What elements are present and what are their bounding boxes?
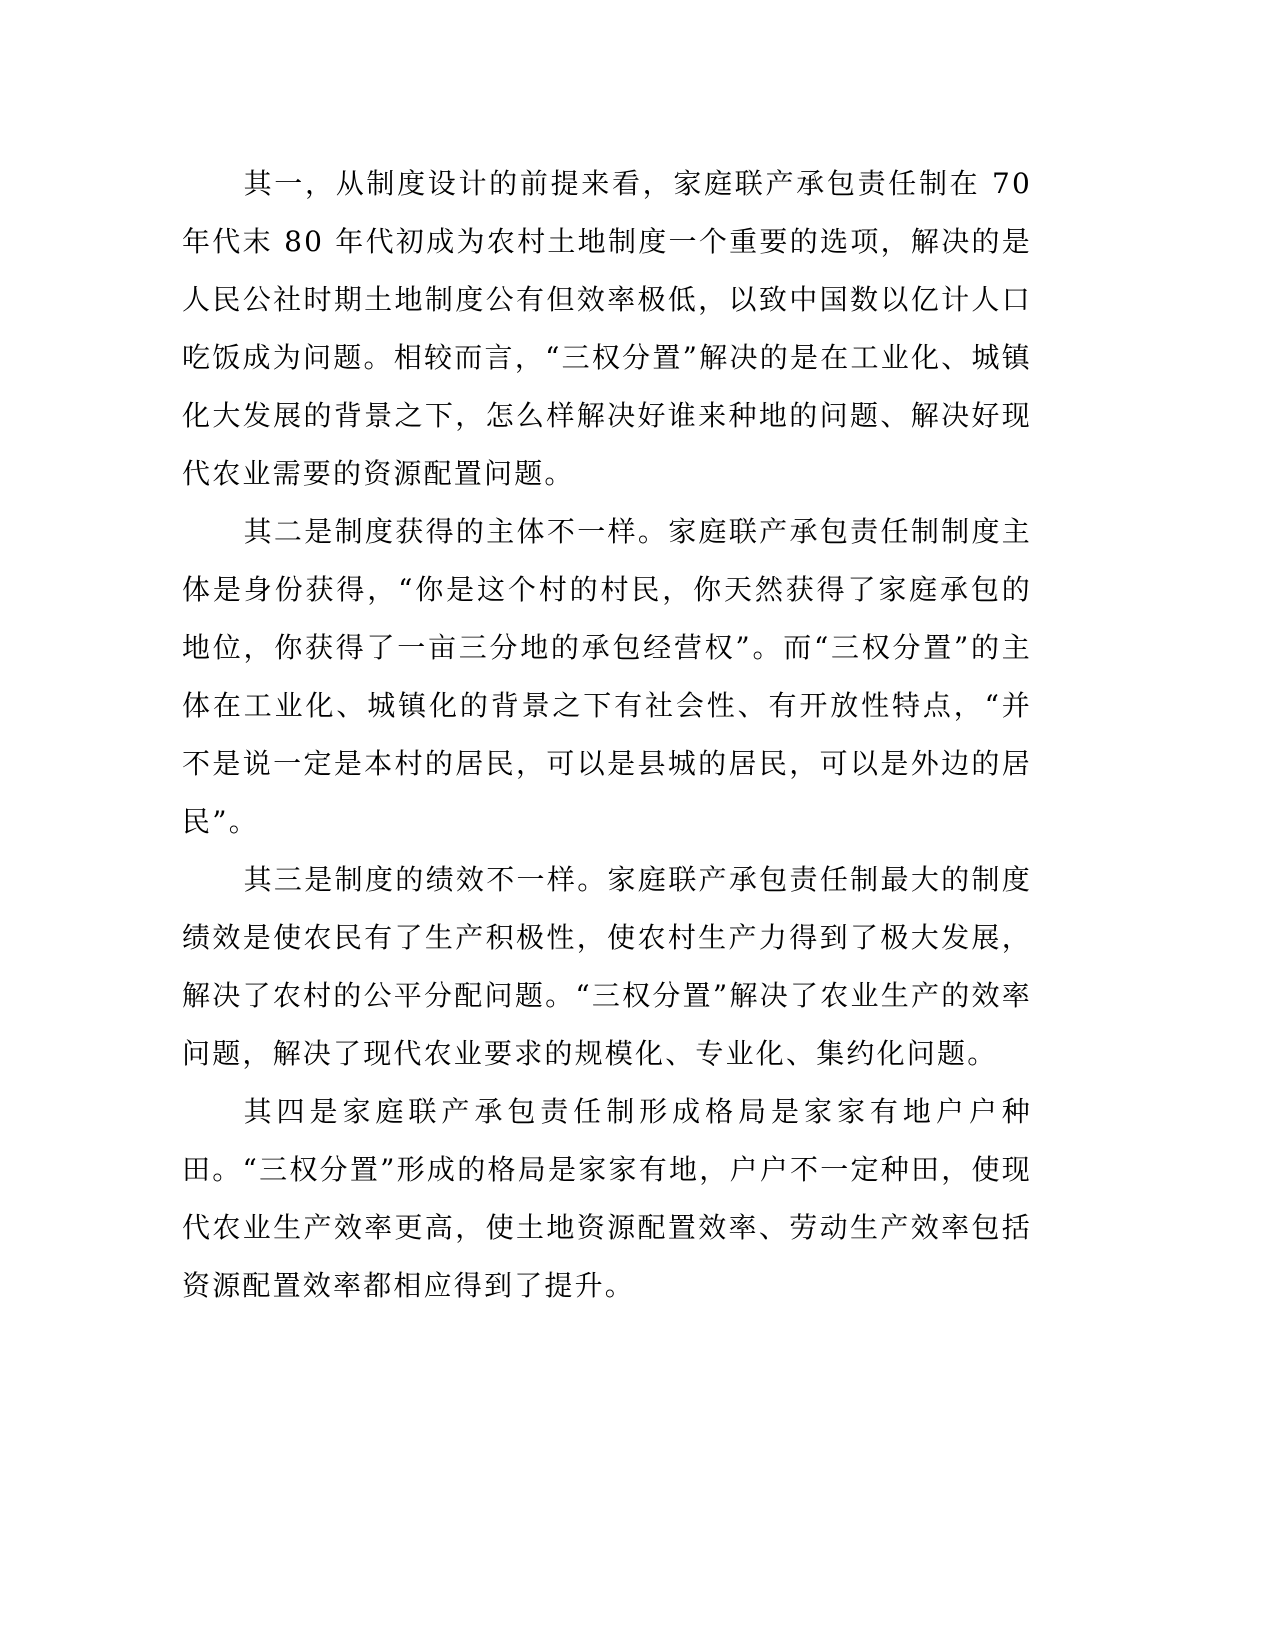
document-body — [182, 155, 1032, 1315]
paragraph-2: 其二是制度获得的主体不一样。家庭联产承包责任制制度主体是身份获得，“你是这个村的村民，你天然获得了家庭承包的地位，你获得了一亩三分地的承包经营权”。而“三权分置”的主体在工业化、城镇化的背景之下有社会性、有开放性特点，“并不是说一定是本村的居民，可以是县城的居民，可以是外边的居民”。 — [182, 515, 1032, 838]
paragraph-4: 其四是家庭联产承包责任制形成格局是家家有地户户种田。“三权分置”形成的格局是家家有地，户户不一定种田，使现代农业生产效率更高，使土地资源配置效率、劳动生产效率包括资源配置效率都相应得到了提升。 — [182, 1095, 1032, 1302]
paragraph-3: 其三是制度的绩效不一样。家庭联产承包责任制最大的制度绩效是使农民有了生产积极性，使农村生产力得到了极大发展，解决了农村的公平分配问题。“三权分置”解决了农业生产的效率问题，解决了现代农业要求的规模化、专业化、集约化问题。 — [182, 863, 1032, 1070]
paragraph-1: 其一，从制度设计的前提来看，家庭联产承包责任制在 70 年代末 80 年代初成为农村土地制度一个重要的选项，解决的是人民公社时期土地制度公有但效率极低，以致中国数以亿计人口吃饭成为问题。相较而言，“三权分置”解决的是在工业化、城镇化大发展的背景之下，怎么样解决好谁来种地的问题、解决好现代农业需要的资源配置问题。 — [182, 167, 1032, 490]
